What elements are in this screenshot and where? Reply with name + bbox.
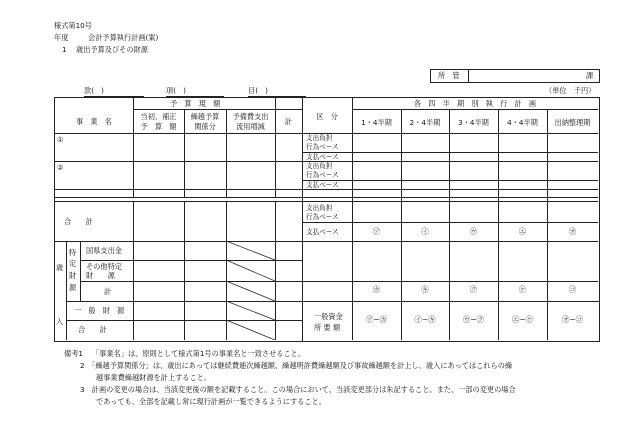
revenue-zai: 財 [69,271,77,280]
unit-note: （単位 千円） [545,86,596,95]
mark-o-ko: ㋔−㋙ [562,315,583,324]
budget-kan: 款( ) [84,86,104,95]
mark-i-ki: ㋑−㋖ [414,315,436,324]
mark-u: ㋒ [469,227,478,236]
project-2-marker: ② [57,163,64,172]
mark-ki: ㋖ [421,285,429,294]
col-kankei: 関係分 [194,122,216,131]
p1-koi-base: 行為ベース [306,143,339,151]
col-q4: 4・4半期 [507,118,538,127]
mark-ke: ㋘ [518,285,527,294]
p1-shiharai-base: 支払ベース [306,153,339,161]
col-shukkai: 出納整理期 [554,118,591,127]
p1-shishutsu-futan: 支出負担 [306,134,333,142]
mark-ka: ㋕ [372,285,381,294]
budget-moku: 目( ) [248,86,268,95]
total-shishutsu-futan: 支出負担 [306,204,333,212]
total-koi-base: 行為ベース [306,213,339,221]
revenue-kokko: 国県支出金 [86,246,122,255]
col-yobihi: 予備費支出 [232,112,269,121]
budget-kou: 項( ) [166,86,186,95]
notes-label: 備考1 [64,349,83,358]
col-shihanki: 各 四 半 期 別 執 行 計 画 [413,99,537,108]
mark-u-ku: ㋒−㋗ [463,315,484,324]
revenue-kei: 計 [104,287,112,296]
total-shiharai-base: 支払ベース [306,228,339,236]
revenue-ippan: 一 般 財 源 [74,306,125,315]
col-kubun: 区 分 [316,112,338,121]
section-number: 1 [62,45,67,54]
revenue-sonota2: 財 源 [86,271,115,280]
p2-shiharai-base: 支払ベース [306,181,339,189]
note-1: 「事業名」は、原則として様式第1号の事業名と一致させること。 [92,349,306,358]
office-unit-suffix: 課 [586,71,594,80]
revenue-nyu: 入 [56,317,64,326]
mark-o: ㋔ [568,227,577,236]
diagonal-strikes [226,241,275,340]
section-title: 歳出予算及びその財源 [76,45,148,54]
mark-e-ke: ㋓−㋘ [512,315,533,324]
col-q1: 1・4半期 [361,118,392,127]
revenue-toku: 特 [69,248,77,257]
fiscal-year-label: 年度 [54,33,69,42]
mark-ko: ㋙ [568,285,577,294]
form-number: 様式第10号 [54,21,92,30]
col-jigyo: 事 業 名 [76,117,112,126]
ippan-shikin-line1: 一般資金 [314,312,343,321]
col-tosho: 当初、補正 [140,112,177,121]
ippan-shikin-line2: 所 要 額 [314,323,341,332]
p2-shishutsu-futan: 支出負担 [306,162,333,170]
p2-koi-base: 行為ベース [306,171,339,179]
document-title: 会計予算執行計画(案) [88,33,159,42]
total-label-left: 合 計 [64,217,93,226]
revenue-sai: 歳 [56,263,64,272]
col-ryuyo: 流用増減 [236,122,265,131]
mark-e: ㋓ [518,227,527,236]
revenue-gen: 源 [69,283,77,292]
mark-i: ㋑ [421,227,429,236]
mark-a: ㋐ [372,227,381,236]
project-1-marker: ① [57,135,64,144]
office-label: 所 管 [438,71,460,80]
col-kei: 計 [284,117,293,126]
revenue-sonota1: その他特定 [86,262,122,271]
revenue-goukei: 合 計 [78,325,107,334]
mark-a-ka: ㋐−㋕ [366,315,387,324]
note-3b: であっても、全部を記載し常に現行計画が一覧できるようにすること。 [96,397,326,406]
col-q2: 2・4半期 [409,118,441,127]
col-yosan-genkaku: 予 算 現 額 [170,99,221,108]
note-2b: 越事業費繰越財源を計上すること。 [96,373,212,382]
revenue-tei: 定 [69,259,77,268]
mark-ku: ㋗ [469,285,478,294]
col-q3: 3・4半期 [458,118,489,127]
note-2a: 2 「繰越予算関係分」は、歳出にあっては継続費逓次繰越額、繰越明許費繰越額及び事故繰越額を計上し、歳入にあってはこれらの繰 [80,361,513,370]
col-kurikoshi: 繰越予算 [190,112,220,121]
col-yosan-gaku: 予 算 額 [140,122,177,131]
note-3a: 3 計画の変更の場合は、当該変更後の額を記載すること。この場合において、当該変更部分は朱記すること。また、一部の変更の場合 [80,385,516,394]
